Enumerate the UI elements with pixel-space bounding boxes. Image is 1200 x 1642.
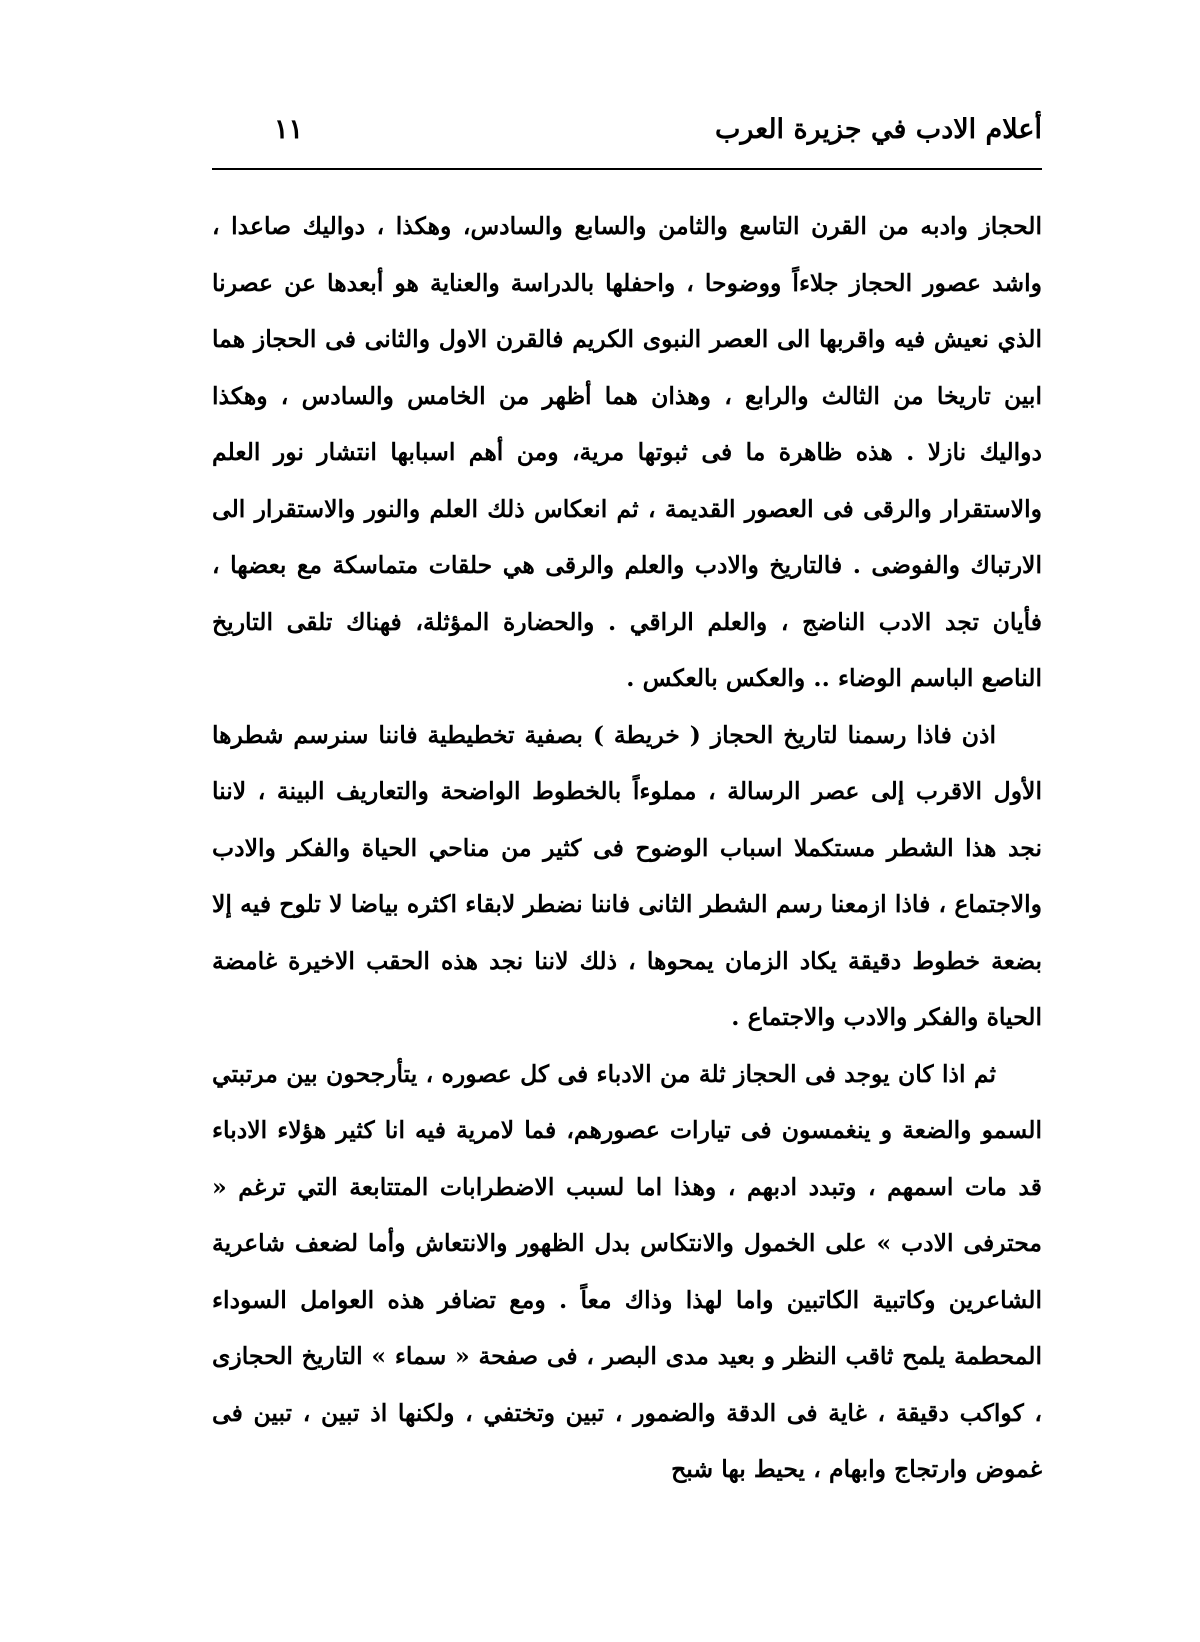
header-rule (212, 168, 1042, 170)
paragraph-3: ثم اذا كان يوجد فى الحجاز ثلة من الادباء فى كل عصوره ، يتأرجحون بين مرتبتي السمو والضعة و ينغمسون فى تيارات عصورهم، فما لامرية فيه انا كثير هؤلاء الادباء قد مات اسمهم ، وتبدد ادبهم ، وهذا اما لسبب الاضطرابات المتتابعة التي ترغم « محترفى الادب » على الخمول والانتكاس بدل الظهور والانتعاش وأما لضعف شاعرية الشاعرين وكاتبية الكاتبين واما لهذا وذاك معاً . ومع تضافر هذه العوامل السوداء المحطمة يلمح ثاقب النظر و بعيد مدى البصر ، فى صفحة « سماء » التاريخ الحجازى ، كواكب دقيقة ، غاية فى الدقة والضمور ، تبين وتختفي ، ولكنها اذ تبين ، تبين فى غموض وارتجاج وابهام ، يحيط بها شبح (212, 1059, 1042, 1483)
page-number: ١١ (274, 114, 304, 145)
paragraph-2: اذن فاذا رسمنا لتاريخ الحجاز ( خريطة ) بصفية تخطيطية فاننا سنرسم شطرها الأول الاقرب إلى عصر الرسالة ، مملوءاً بالخطوط الواضحة والتعاريف البينة ، لاننا نجد هذا الشطر مستكملا اسباب الوضوح فى كثير من مناحي الحياة والفكر والادب والاجتماع ، فاذا ازمعنا رسم الشطر الثانى فاننا نضطر لابقاء اكثره بياضا لا تلوح فيه إلا بضعة خطوط دقيقة يكاد الزمان يمحوها ، ذلك لاننا نجد هذه الحقب الاخيرة غامضة الحياة والفكر والادب والاجتماع . (212, 720, 1042, 1031)
book-title: أعلام الادب في جزيرة العرب (714, 114, 1042, 145)
paragraph-1: الحجاز وادبه من القرن التاسع والثامن والسابع والسادس، وهكذا ، دواليك صاعدا ، واشد عصور الحجاز جلاءاً ووضوحا ، واحفلها بالدراسة والعناية هو أبعدها عن عصرنا الذي نعيش فيه واقربها الى العصر النبوى الكريم فالقرن الاول والثانى فى الحجاز هما ابين تاريخا من الثالث والرابع ، وهذان هما أظهر من الخامس والسادس ، وهكذا دواليك نازلا . هذه ظاهرة ما فى ثبوتها مرية، ومن أهم اسبابها انتشار نور العلم والاستقرار والرقى فى العصور القديمة ، ثم انعكاس ذلك العلم والنور والاستقرار الى الارتباك والفوضى . فالتاريخ والادب والعلم والرقى هي حلقات متماسكة مع بعضها ، فأيان تجد الادب الناضج ، والعلم الراقي . والحضارة المؤثلة، فهناك تلقى التاريخ الناصع الباسم الوضاء .. والعكس بالعكس . (212, 212, 1042, 692)
running-header (212, 108, 1042, 170)
body-text (212, 198, 1042, 1498)
